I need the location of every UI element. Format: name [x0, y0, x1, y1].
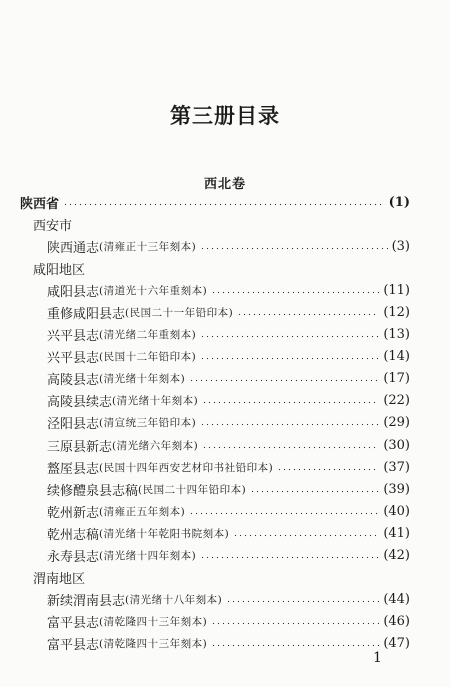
region-label: 西安市 — [33, 219, 73, 234]
toc-entry-row[interactable] — [0, 523, 450, 544]
dot-leader — [211, 644, 379, 647]
entry-edition: (民国二十四年铅印本) — [138, 483, 247, 496]
toc-entry-row[interactable] — [0, 501, 450, 522]
dot-leader — [211, 622, 379, 625]
dot-leader — [226, 600, 379, 603]
entry-page: (17) — [383, 371, 410, 387]
entry-title: 续修醴泉县志稿 — [47, 483, 139, 499]
dot-leader — [189, 512, 379, 515]
entry-page: (40) — [383, 503, 410, 519]
entry-page: (44) — [383, 591, 410, 607]
entry-edition: (清道光十六年重刻本) — [99, 285, 208, 298]
entry-page: (29) — [383, 415, 410, 431]
toc-entry-row[interactable] — [0, 280, 450, 301]
toc-entry-row[interactable] — [0, 368, 450, 389]
entry-page: (39) — [383, 481, 410, 497]
dot-leader — [200, 357, 379, 360]
entry-edition: (清光绪十八年刻本) — [125, 593, 223, 606]
dot-leader — [200, 423, 379, 426]
toc-entry-row[interactable] — [0, 390, 450, 411]
entry-page: (42) — [383, 547, 410, 563]
entry-edition: (清雍正十三年刻本) — [99, 241, 197, 254]
toc-entry-row[interactable] — [0, 545, 450, 566]
entry-title: 乾州新志 — [47, 505, 100, 521]
entry-edition: (清光绪十年乾阳书院刻本) — [99, 527, 230, 540]
entry-edition: (清光绪二年重刻本) — [99, 329, 197, 342]
entry-title: 三原县新志 — [47, 439, 113, 455]
toc-entry-row[interactable] — [0, 435, 450, 456]
dot-leader — [200, 556, 379, 559]
dot-leader — [233, 534, 379, 537]
entry-title: 富平县志 — [47, 615, 100, 631]
entry-page: (37) — [383, 459, 410, 475]
entry-title: 高陵县续志 — [47, 395, 113, 411]
entry-edition: (清光绪六年刻本) — [112, 439, 199, 452]
toc-entry-row[interactable] — [0, 346, 450, 367]
entry-title: 高陵县志 — [47, 373, 100, 389]
entry-edition: (清光绪十四年刻本) — [99, 549, 197, 562]
toc-region-row[interactable] — [0, 214, 450, 235]
entry-edition: (民国二十一年铅印本) — [125, 307, 234, 320]
entry-title: 兴平县志 — [47, 351, 100, 367]
toc-entry-row[interactable] — [0, 324, 450, 345]
dot-leader — [211, 291, 379, 294]
entry-edition: (民国十二年铅印本) — [99, 351, 197, 364]
entry-title: 陕西通志 — [47, 241, 100, 257]
entry-page: (11) — [383, 283, 410, 299]
entry-page: (12) — [383, 305, 410, 321]
dot-leader — [63, 203, 385, 206]
entry-page: (41) — [383, 525, 410, 541]
entry-page: (3) — [391, 239, 410, 255]
dot-leader — [200, 247, 387, 250]
province-label: 陕西省 — [20, 197, 60, 212]
toc-province-row[interactable] — [0, 192, 450, 213]
entry-page: (22) — [383, 393, 410, 409]
dot-leader — [200, 335, 379, 338]
entry-edition: (清乾隆四十三年刻本) — [99, 637, 208, 650]
toc-entry-row[interactable] — [0, 412, 450, 433]
dot-leader — [202, 401, 379, 404]
toc-entry-row[interactable] — [0, 589, 450, 610]
dot-leader — [277, 468, 379, 471]
entry-page: (30) — [383, 437, 410, 453]
entry-edition: (清乾隆四十三年刻本) — [99, 615, 208, 628]
toc-entry-row[interactable] — [0, 633, 450, 654]
entry-title: 新续渭南县志 — [47, 593, 126, 609]
toc-entry-row[interactable] — [0, 457, 450, 478]
entry-title: 盩厔县志 — [47, 461, 100, 477]
entry-title: 重修咸阳县志 — [47, 307, 126, 323]
section-heading: 西北卷 — [203, 177, 246, 192]
dot-leader — [189, 379, 379, 382]
entry-edition: (民国十四年西安艺材印书社铅印本) — [99, 461, 274, 474]
dot-leader — [250, 490, 379, 493]
entry-edition: (清光绪十年刻本) — [112, 395, 199, 408]
entry-title: 富平县志 — [47, 637, 100, 653]
entry-title: 泾阳县志 — [47, 417, 100, 433]
entry-edition: (清光绪十年刻本) — [99, 373, 186, 386]
entry-title: 永寿县志 — [47, 549, 100, 565]
dot-leader — [202, 446, 379, 449]
page-number: 1 — [373, 650, 382, 666]
entry-page: (13) — [383, 327, 410, 343]
entry-edition: (清宣统三年铅印本) — [99, 417, 197, 430]
region-label: 咸阳地区 — [33, 263, 86, 279]
entry-title: 乾州志稿 — [47, 527, 100, 543]
toc-region-row[interactable] — [0, 567, 450, 588]
entry-edition: (清雍正五年刻本) — [99, 505, 186, 518]
province-page: (1) — [388, 195, 410, 210]
toc-entry-row[interactable] — [0, 236, 450, 257]
toc-entry-row[interactable] — [0, 302, 450, 323]
toc-region-row[interactable] — [0, 258, 450, 279]
dot-leader — [237, 313, 379, 316]
entry-page: (47) — [383, 635, 410, 651]
entry-title: 兴平县志 — [47, 329, 100, 345]
entry-page: (46) — [383, 613, 410, 629]
entry-title: 咸阳县志 — [47, 285, 100, 301]
page-title: 第三册目录 — [170, 103, 280, 128]
toc-entry-row[interactable] — [0, 611, 450, 632]
region-label: 渭南地区 — [33, 571, 86, 587]
toc-entry-row[interactable] — [0, 479, 450, 500]
entry-page: (14) — [383, 349, 410, 365]
